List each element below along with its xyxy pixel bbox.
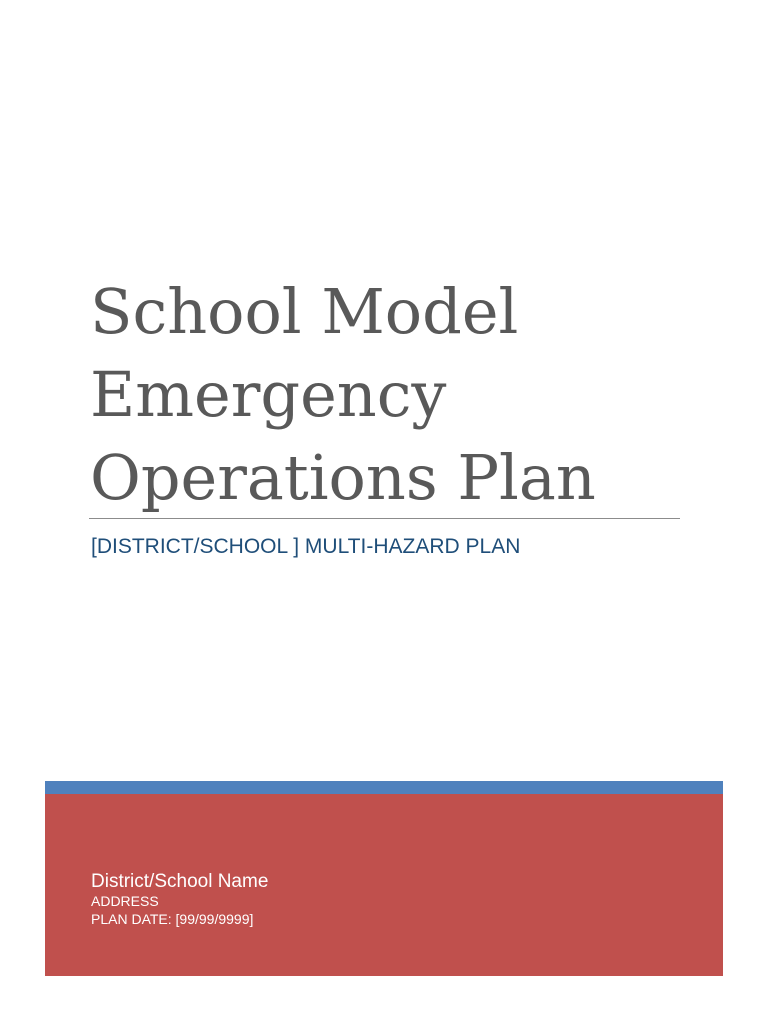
address-line: ADDRESS (91, 893, 159, 909)
red-footer-band (45, 794, 723, 976)
plan-date-line: PLAN DATE: [99/99/9999] (91, 911, 254, 927)
title-line-3: Operations Plan (90, 441, 596, 514)
district-school-name: District/School Name (91, 871, 269, 892)
document-subtitle: [DISTRICT/SCHOOL ] MULTI-HAZARD PLAN (91, 535, 521, 558)
title-line-2: Emergency (90, 358, 447, 431)
blue-accent-band (45, 781, 723, 794)
title-divider (89, 518, 680, 519)
document-title (90, 270, 690, 519)
title-line-1: School Model (90, 275, 519, 348)
